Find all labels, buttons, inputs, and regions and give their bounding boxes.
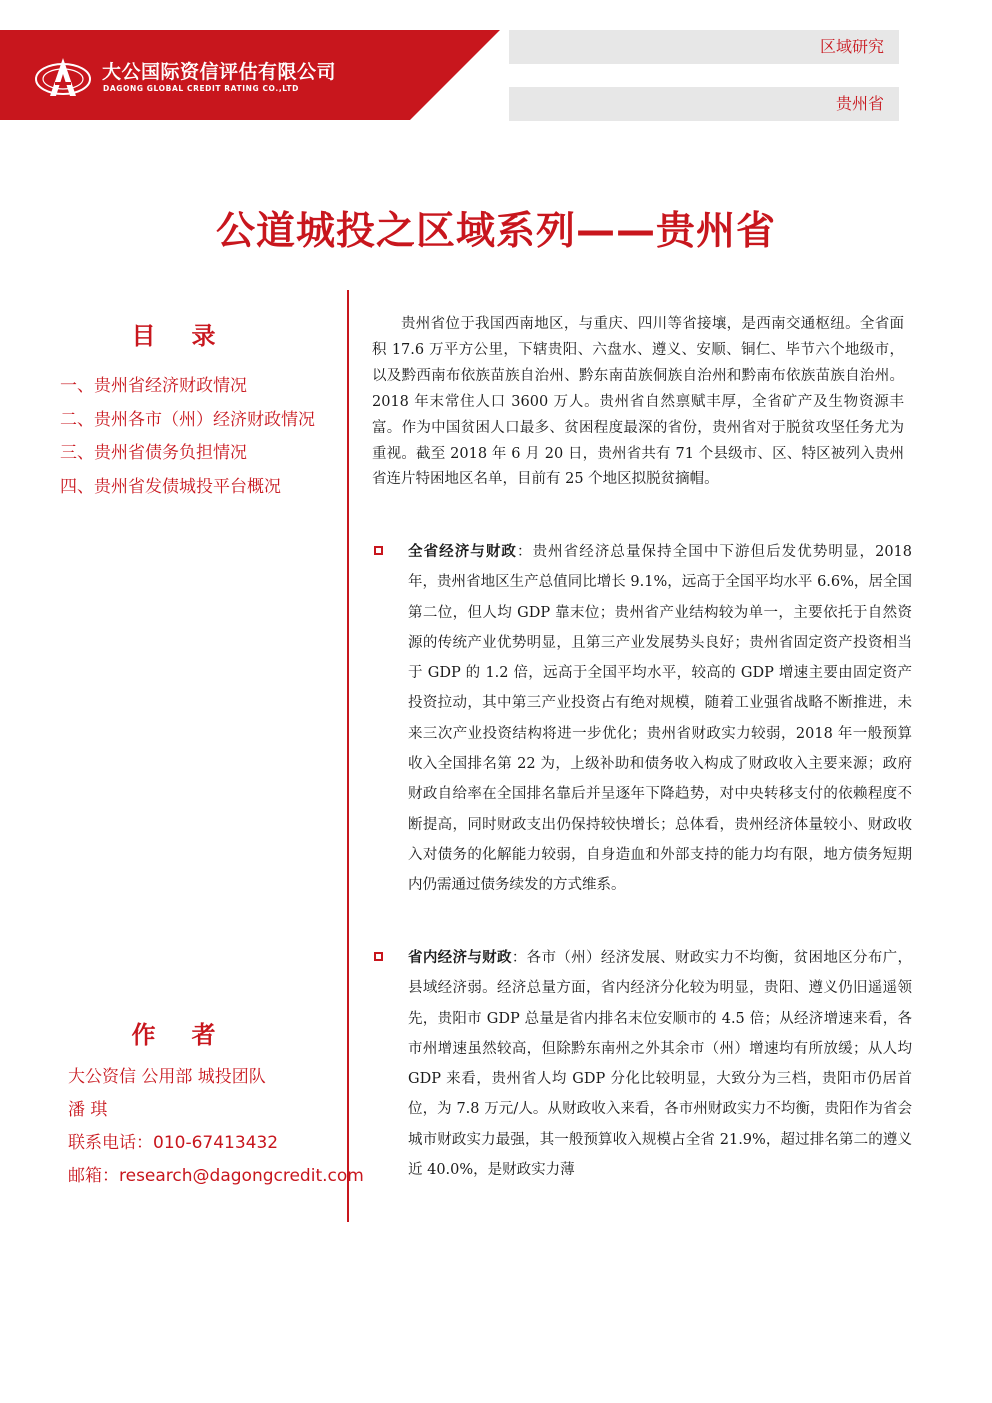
bullet-label: 省内经济与财政 — [408, 950, 512, 966]
author-email[interactable]: 邮箱：research@dagongcredit.com — [68, 1166, 364, 1186]
dagong-emblem-icon — [34, 56, 92, 102]
bullet-text: ：贵州省经济总量保持全国中下游但后发优势明显，2018 年，贵州省地区生产总值同比增长 9.1%，远高于全国平均水平 6.6%，居全国第二位，但人均 GDP 靠末位；贵州省产业结构较为单一，主要依托于自然资源的传统产业优势明显，且第三产业发展势头良好；贵州省固定资产投资相当于 GDP 的 1.2 倍，远高于全国平均水平，较高的 GDP 增速主要由固定资产投资拉动，其中第三产业投资占有绝对规模，随着工业强省战略不断推进，未来三次产业投资结构将进一步优化；贵州省财政实力较弱，2018 年一般预算收入全国排名第 22 为，上级补助和债务收入构成了财政收入主要来源；政府财政自给率在全国排名靠后并呈逐年下降趋势，对中央转移支付的依赖程度不断提高，同时财政支出仍保持较快增长；总体看，贵州经济体量较小、财政收入对债务的化解能力较弱，自身造血和外部支持的能力均有限，地方债务短期内仍需通过债务续发的方式维系。 — [408, 544, 913, 894]
toc-item[interactable]: 二、贵州各市（州）经济财政情况 — [60, 409, 315, 430]
toc-item[interactable]: 三、贵州省债务负担情况 — [60, 443, 247, 463]
square-bullet-icon — [374, 952, 383, 961]
author-heading: 作者 — [131, 1021, 252, 1049]
toc-heading: 目录 — [131, 322, 252, 350]
bullet-label: 全省经济与财政 — [408, 544, 517, 560]
bullet-province-economy — [372, 537, 912, 901]
author-phone: 联系电话：010-67413432 — [68, 1133, 279, 1153]
bullet-text: ：各市（州）经济发展、财政实力不均衡，贫困地区分布广，县域经济弱。经济总量方面，省内经济分化较为明显，贵阳、遵义仍旧遥遥领先，贵阳市 GDP 总量是省内排名末位安顺市的 4.5 倍；从经济增速来看，各市州增速虽然较高，但除黔东南州之外其余市（州）增速均有所放缓；从人均 GDP 来看，贵州省人均 GDP 分化比较明显，大致分为三档，贵阳市仍居首位，为 7.8 万元/人。从财政收入来看，各市州财政实力不均衡，贵阳作为省会城市财政实力最强，其一般预算收入规模占全省 21.9%，超过排名第二的遵义近 40.0%，是财政实力薄 — [408, 950, 913, 1179]
region-tag: 贵州省 — [509, 87, 899, 121]
company-name-cn: 大公国际资信评估有限公司 — [102, 61, 337, 83]
company-name-en: DAGONG GLOBAL CREDIT RATING CO.,LTD — [103, 84, 299, 93]
author-block — [68, 1062, 364, 1194]
square-bullet-icon — [374, 546, 383, 555]
category-tag: 区域研究 — [509, 30, 899, 64]
author-name: 潘 琪 — [68, 1100, 108, 1120]
page-title: 公道城投之区域系列——贵州省 — [215, 209, 776, 254]
table-of-contents — [60, 372, 315, 506]
toc-item[interactable]: 四、贵州省发债城投平台概况 — [60, 476, 281, 497]
intro-paragraph: 贵州省位于我国西南地区，与重庆、四川等省接壤，是西南交通枢纽。全省面积 17.6 万平方公里，下辖贵阳、六盘水、遵义、安顺、铜仁、毕节六个地级市，以及黔西南布依族苗族自治州、黔东南苗族侗族自治州和黔南布依族苗族自治州。2018 年末常住人口 3600 万人。贵州省自然禀赋丰厚，全省矿产及生物资源丰富。作为中国贫困人口最多、贫困程度最深的省份，贵州省对于脱贫攻坚任务尤为重视。截至 2018 年 6 月 20 日，贵州省共有 71 个县级市、区、特区被列入贵州省连片特困地区名单，目前有 25 个地区拟脱贫摘帽。 — [372, 316, 904, 488]
bullet-intra-province-economy — [372, 943, 912, 1185]
toc-item[interactable]: 一、贵州省经济财政情况 — [60, 376, 247, 396]
author-team: 大公资信 公用部 城投团队 — [68, 1067, 266, 1087]
company-logo — [34, 56, 354, 102]
